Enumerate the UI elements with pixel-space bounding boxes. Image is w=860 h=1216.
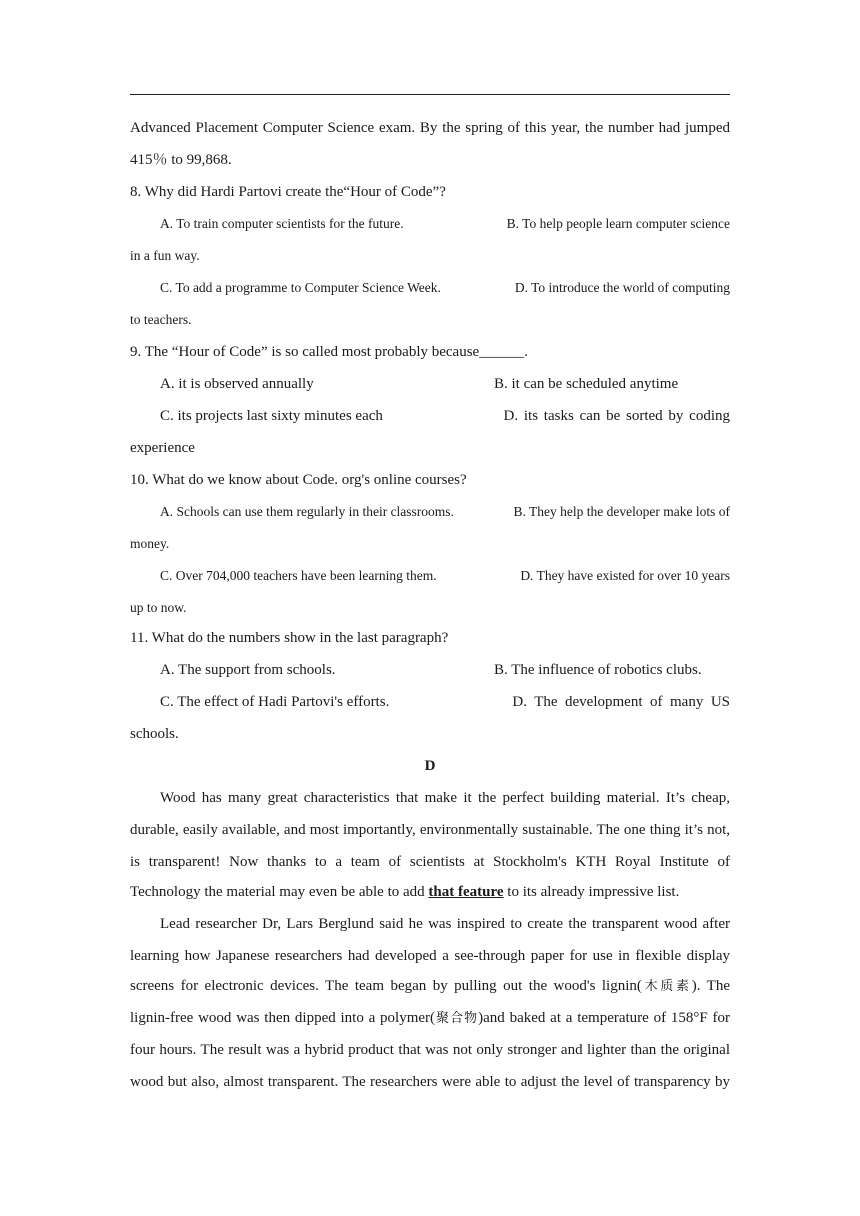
question-options-row (160, 400, 730, 432)
text-run: )and baked at a temperature of 158°F for (478, 1010, 730, 1026)
option-d: D. To introduce the world of computing (514, 280, 730, 295)
question-options-row (160, 654, 730, 686)
paragraph-line: is transparent! Now thanks to a team of scientists at Stockholm's KTH Royal Institute of (130, 854, 730, 870)
section-heading: D (424, 758, 436, 774)
option-a: A. The support from schools. (160, 662, 336, 678)
paragraph-line: Wood has many great characteristics that make it the perfect building material. It’s cheap, (160, 790, 730, 806)
paragraph-line: four hours. The result was a hybrid product that was not only stronger and lighter than the original (130, 1042, 730, 1058)
option-continuation: money. (130, 536, 170, 551)
question-options-row (160, 686, 730, 718)
chinese-gloss: 木质素 (641, 979, 692, 994)
passage-line: 415％ to 99,868. (130, 152, 232, 168)
option-b: B. The influence of robotics clubs. (494, 662, 702, 678)
option-c: C. To add a programme to Computer Science Week. (160, 280, 441, 295)
question-stem: 8. Why did Hardi Partovi create the“Hour of Code”? (130, 184, 446, 200)
option-d: D. The development of many US (512, 694, 730, 710)
emphasized-phrase: that feature (428, 884, 504, 900)
option-c: C. Over 704,000 teachers have been learning them. (160, 568, 437, 583)
question-options-row (160, 208, 730, 240)
option-b: B. it can be scheduled anytime (494, 376, 679, 392)
question-options-row (160, 368, 730, 400)
question-stem: 11. What do the numbers show in the last paragraph? (130, 630, 449, 646)
question-options-row (160, 560, 730, 592)
paragraph-line: Lead researcher Dr, Lars Berglund said he was inspired to create the transparent wood after (160, 916, 730, 932)
option-continuation: to teachers. (130, 312, 192, 327)
header-rule (130, 94, 730, 95)
option-a: A. Schools can use them regularly in their classrooms. (160, 504, 454, 519)
question-stem: 10. What do we know about Code. org's online courses? (130, 472, 467, 488)
option-continuation: schools. (130, 726, 179, 742)
option-d: D. its tasks can be sorted by coding (503, 408, 730, 424)
question-options-row (160, 272, 730, 304)
paragraph-line (130, 876, 730, 908)
option-continuation: in a fun way. (130, 248, 200, 263)
passage-line: Advanced Placement Computer Science exam. By the spring of this year, the number had jumped (130, 120, 730, 136)
text-run: to its already impressive list. (503, 884, 680, 900)
option-b: B. They help the developer make lots of (513, 504, 730, 519)
paragraph-line (130, 1002, 730, 1034)
paragraph-line: learning how Japanese researchers had developed a see-through paper for use in flexible display (130, 948, 730, 964)
option-continuation: experience (130, 440, 195, 456)
option-continuation: up to now. (130, 600, 187, 615)
paragraph-line: durable, easily available, and most importantly, environmentally sustainable. The one thing it’s not, (130, 822, 730, 838)
text-run: Technology the material may even be able to add (130, 884, 429, 900)
option-d: D. They have existed for over 10 years (520, 568, 730, 583)
option-a: A. To train computer scientists for the future. (160, 216, 404, 231)
option-c: C. The effect of Hadi Partovi's efforts. (160, 694, 390, 710)
text-run: screens for electronic devices. The team began by pulling out the wood's lignin( (130, 978, 642, 994)
text-run: lignin-free wood was then dipped into a polymer( (130, 1010, 436, 1026)
option-c: C. its projects last sixty minutes each (160, 408, 383, 424)
question-stem: 9. The “Hour of Code” is so called most probably because______. (130, 344, 528, 360)
paragraph-line: wood but also, almost transparent. The researchers were able to adjust the level of transparency by (130, 1074, 730, 1090)
chinese-gloss: 聚合物 (435, 1011, 479, 1026)
paragraph-line (130, 970, 730, 1002)
text-run: ). The (691, 978, 730, 994)
option-a: A. it is observed annually (160, 376, 314, 392)
option-b: B. To help people learn computer science (506, 216, 730, 231)
question-options-row (160, 496, 730, 528)
